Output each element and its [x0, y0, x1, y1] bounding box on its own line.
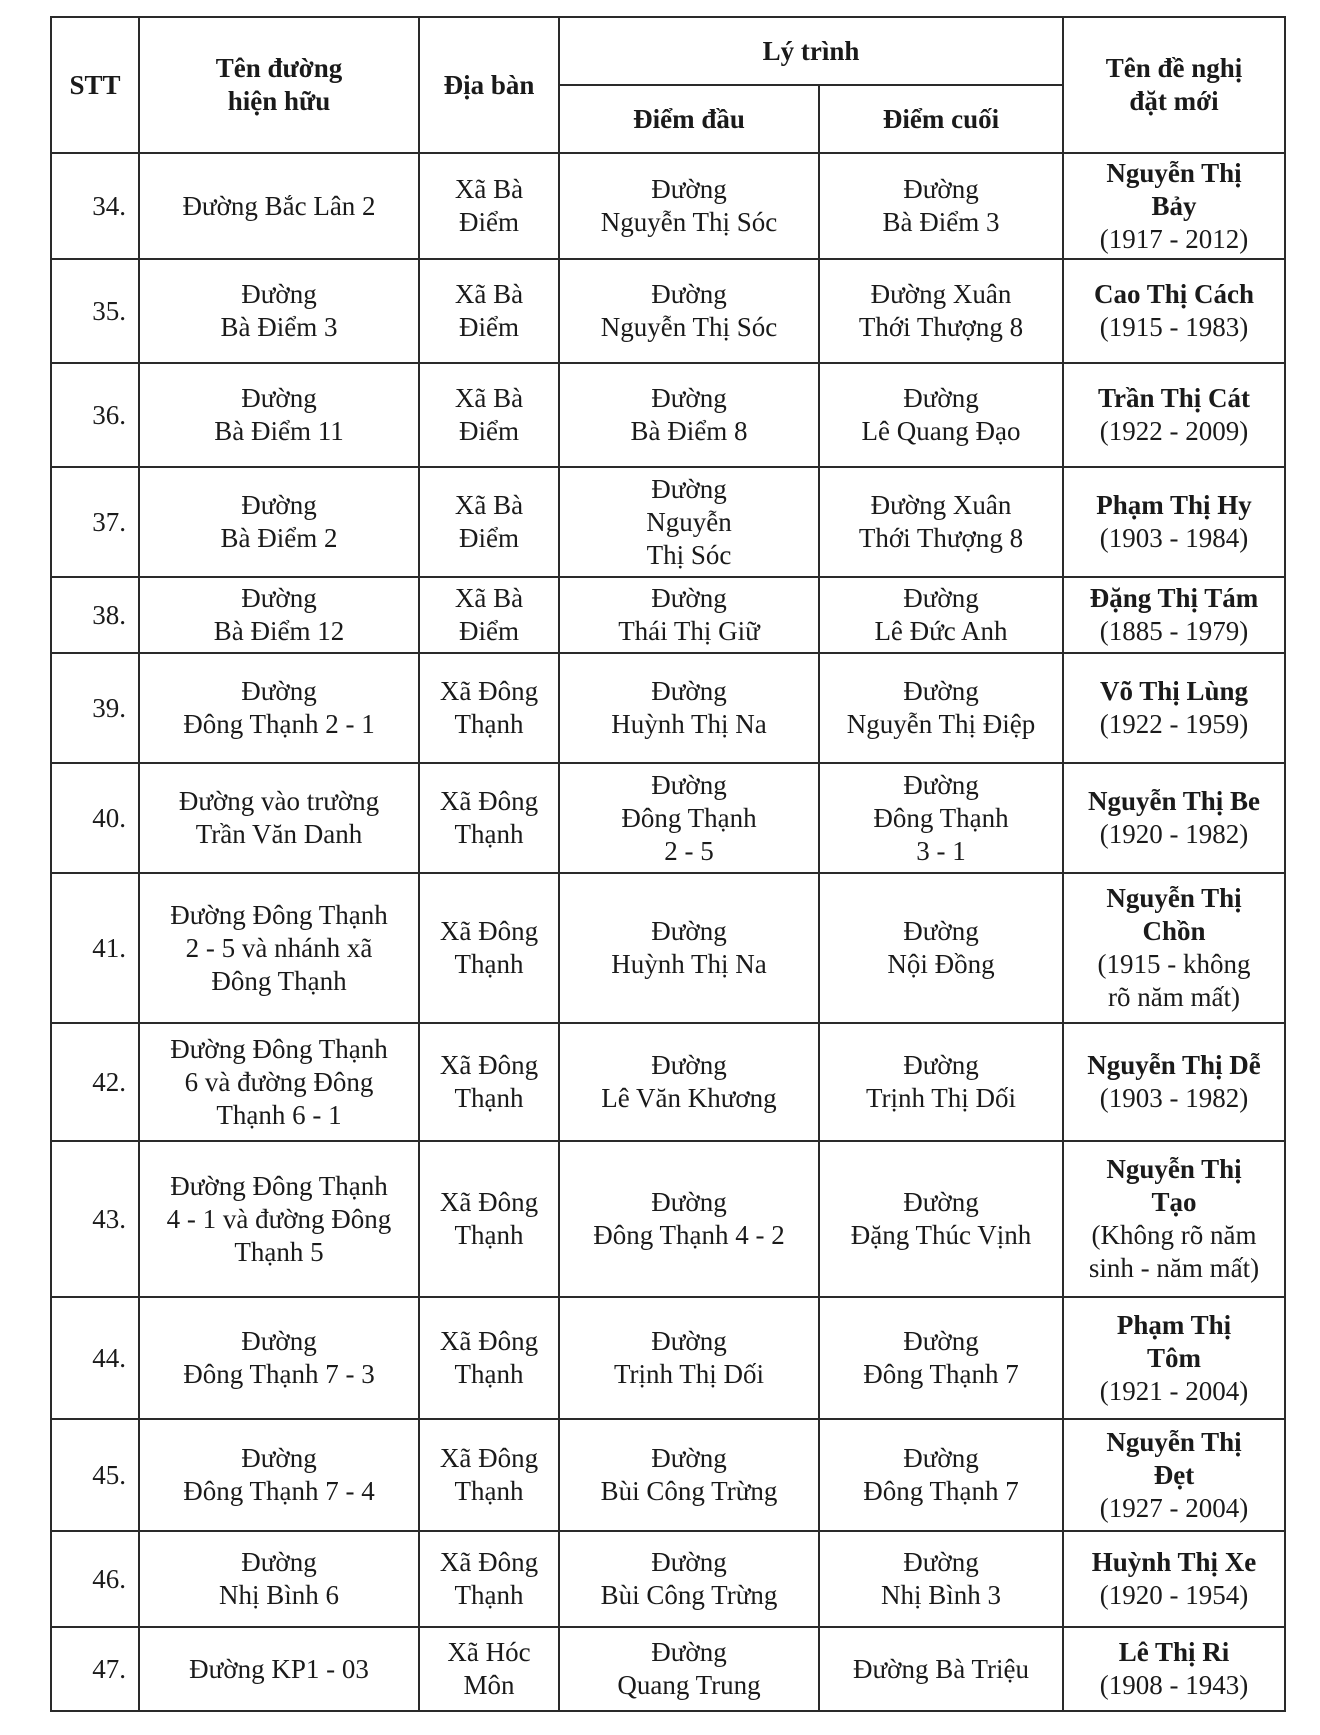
row-area: Xã Đông Thạnh: [419, 1531, 559, 1627]
row-end-point: Đường Bà Triệu: [819, 1627, 1063, 1711]
row-end-point: Đường Lê Quang Đạo: [819, 363, 1063, 467]
proposed-person-name: Cao Thị Cách: [1093, 279, 1255, 309]
row-area: Xã Đông Thạnh: [419, 763, 559, 873]
row-existing-name: Đường Bà Điểm 3: [139, 259, 419, 363]
proposed-person-name: Võ Thị Lùng: [1099, 676, 1249, 706]
proposed-person-name: Nguyễn Thị Be: [1087, 786, 1261, 816]
row-start-point: Đường Bùi Công Trừng: [559, 1419, 819, 1531]
header-end-point: Điểm cuối: [819, 85, 1063, 153]
table-row: [51, 1141, 1285, 1297]
row-start-point: Đường Trịnh Thị Dối: [559, 1297, 819, 1419]
row-stt: 45.: [51, 1419, 139, 1531]
row-end-point: Đường Bà Điểm 3: [819, 153, 1063, 259]
proposed-person-dates: (1921 - 2004): [1099, 1375, 1249, 1406]
proposed-person-name: Phạm Thị Tôm: [1116, 1309, 1232, 1373]
table-row: [51, 153, 1285, 259]
table-row: [51, 363, 1285, 467]
row-end-point: Đường Nhị Bình 3: [819, 1531, 1063, 1627]
row-area: Xã Đông Thạnh: [419, 1141, 559, 1297]
row-start-point: Đường Bà Điểm 8: [559, 363, 819, 467]
row-existing-name: Đường Nhị Bình 6: [139, 1531, 419, 1627]
row-area: Xã Bà Điểm: [419, 363, 559, 467]
proposed-person-dates: (1915 - không rõ năm mất): [1097, 949, 1251, 1012]
row-stt: 46.: [51, 1531, 139, 1627]
row-existing-name: Đường Bà Điểm 2: [139, 467, 419, 577]
row-existing-name: Đường Đông Thạnh 2 - 1: [139, 653, 419, 763]
row-end-point: Đường Lê Đức Anh: [819, 577, 1063, 653]
row-end-point: Đường Trịnh Thị Dối: [819, 1023, 1063, 1141]
table-row: [51, 467, 1285, 577]
row-end-point: Đường Đông Thạnh 7: [819, 1419, 1063, 1531]
row-existing-name: Đường Bắc Lân 2: [139, 153, 419, 259]
row-area: Xã Hóc Môn: [419, 1627, 559, 1711]
proposed-person-dates: (1903 - 1982): [1099, 1083, 1249, 1113]
header-route: Lý trình: [559, 17, 1063, 85]
table-row: [51, 1419, 1285, 1531]
row-area: Xã Đông Thạnh: [419, 1297, 559, 1419]
row-stt: 35.: [51, 259, 139, 363]
row-existing-name: Đường Đông Thạnh 7 - 4: [139, 1419, 419, 1531]
header-stt: STT: [51, 17, 139, 153]
row-area: Xã Đông Thạnh: [419, 1023, 559, 1141]
row-existing-name: Đường Đông Thạnh 7 - 3: [139, 1297, 419, 1419]
proposed-person-dates: (1915 - 1983): [1099, 312, 1249, 342]
row-stt: 44.: [51, 1297, 139, 1419]
row-stt: 37.: [51, 467, 139, 577]
row-start-point: Đường Huỳnh Thị Na: [559, 653, 819, 763]
row-proposed-name: [1063, 1297, 1285, 1419]
proposed-person-name: Nguyễn Thị Tạo: [1106, 1154, 1242, 1217]
row-start-point: Đường Nguyễn Thị Sóc: [559, 153, 819, 259]
proposed-person-name: Phạm Thị Hy: [1096, 490, 1252, 520]
table-row: [51, 1297, 1285, 1419]
proposed-person-name: Huỳnh Thị Xe: [1091, 1547, 1257, 1577]
row-proposed-name: [1063, 1419, 1285, 1531]
table-body: [51, 153, 1285, 1711]
row-stt: 39.: [51, 653, 139, 763]
row-existing-name: Đường vào trường Trần Văn Danh: [139, 763, 419, 873]
row-stt: 42.: [51, 1023, 139, 1141]
header-proposed-name: Tên đề nghị đặt mới: [1063, 17, 1285, 153]
table-row: [51, 1023, 1285, 1141]
row-proposed-name: [1063, 153, 1285, 259]
proposed-person-name: Nguyễn Thị Dễ: [1087, 1050, 1261, 1080]
row-stt: 38.: [51, 577, 139, 653]
proposed-person-name: Đặng Thị Tám: [1089, 583, 1259, 613]
proposed-person-name: Nguyễn Thị Đẹt: [1106, 1426, 1242, 1490]
table-row: [51, 763, 1285, 873]
row-start-point: Đường Nguyễn Thị Sóc: [559, 467, 819, 577]
row-area: Xã Đông Thạnh: [419, 1419, 559, 1531]
row-area: Xã Đông Thạnh: [419, 653, 559, 763]
row-proposed-name: [1063, 259, 1285, 363]
row-start-point: Đường Đông Thạnh 2 - 5: [559, 763, 819, 873]
row-stt: 41.: [51, 873, 139, 1023]
row-area: Xã Bà Điểm: [419, 259, 559, 363]
row-start-point: Đường Huỳnh Thị Na: [559, 873, 819, 1023]
row-start-point: Đường Đông Thạnh 4 - 2: [559, 1141, 819, 1297]
header-row-1: [51, 17, 1285, 85]
row-stt: 34.: [51, 153, 139, 259]
header-area: Địa bàn: [419, 17, 559, 153]
table-row: [51, 1531, 1285, 1627]
row-existing-name: Đường KP1 - 03: [139, 1627, 419, 1711]
row-end-point: Đường Đông Thạnh 7: [819, 1297, 1063, 1419]
row-proposed-name: [1063, 467, 1285, 577]
street-naming-table: [50, 16, 1286, 1712]
row-start-point: Đường Thái Thị Giữ: [559, 577, 819, 653]
proposed-person-dates: (Không rõ năm sinh - năm mất): [1088, 1220, 1260, 1283]
table-row: [51, 259, 1285, 363]
row-end-point: Đường Xuân Thới Thượng 8: [819, 259, 1063, 363]
proposed-person-dates: (1917 - 2012): [1099, 223, 1249, 254]
table-row: [51, 653, 1285, 763]
proposed-person-dates: (1927 - 2004): [1099, 1492, 1249, 1523]
row-area: Xã Bà Điểm: [419, 577, 559, 653]
proposed-person-dates: (1922 - 1959): [1099, 709, 1249, 739]
proposed-person-dates: (1903 - 1984): [1099, 523, 1249, 553]
row-stt: 47.: [51, 1627, 139, 1711]
row-existing-name: Đường Đông Thạnh 2 - 5 và nhánh xã Đông Thạnh: [139, 873, 419, 1023]
table-row: [51, 577, 1285, 653]
row-stt: 43.: [51, 1141, 139, 1297]
row-proposed-name: [1063, 873, 1285, 1023]
row-proposed-name: [1063, 1531, 1285, 1627]
row-end-point: Đường Đông Thạnh 3 - 1: [819, 763, 1063, 873]
proposed-person-name: Nguyễn Thị Chồn: [1106, 883, 1242, 946]
row-proposed-name: [1063, 653, 1285, 763]
proposed-person-dates: (1920 - 1982): [1099, 819, 1249, 849]
row-area: Xã Đông Thạnh: [419, 873, 559, 1023]
proposed-person-dates: (1885 - 1979): [1099, 616, 1249, 646]
row-start-point: Đường Bùi Công Trừng: [559, 1531, 819, 1627]
row-start-point: Đường Nguyễn Thị Sóc: [559, 259, 819, 363]
proposed-person-dates: (1908 - 1943): [1099, 1670, 1249, 1700]
row-end-point: Đường Nguyễn Thị Điệp: [819, 653, 1063, 763]
row-stt: 40.: [51, 763, 139, 873]
row-start-point: Đường Quang Trung: [559, 1627, 819, 1711]
proposed-person-dates: (1920 - 1954): [1099, 1580, 1249, 1610]
row-existing-name: Đường Bà Điểm 11: [139, 363, 419, 467]
row-proposed-name: [1063, 1023, 1285, 1141]
row-start-point: Đường Lê Văn Khương: [559, 1023, 819, 1141]
row-proposed-name: [1063, 577, 1285, 653]
row-proposed-name: [1063, 763, 1285, 873]
proposed-person-name: Lê Thị Ri: [1118, 1637, 1230, 1667]
table-row: [51, 873, 1285, 1023]
row-end-point: Đường Xuân Thới Thượng 8: [819, 467, 1063, 577]
row-proposed-name: [1063, 363, 1285, 467]
row-end-point: Đường Đặng Thúc Vịnh: [819, 1141, 1063, 1297]
table-row: [51, 1627, 1285, 1711]
row-stt: 36.: [51, 363, 139, 467]
row-end-point: Đường Nội Đồng: [819, 873, 1063, 1023]
row-existing-name: Đường Bà Điểm 12: [139, 577, 419, 653]
proposed-person-dates: (1922 - 2009): [1099, 416, 1249, 446]
row-proposed-name: [1063, 1627, 1285, 1711]
row-existing-name: Đường Đông Thạnh 6 và đường Đông Thạnh 6 - 1: [139, 1023, 419, 1141]
proposed-person-name: Nguyễn Thị Bảy: [1106, 157, 1242, 221]
proposed-person-name: Trần Thị Cát: [1097, 383, 1251, 413]
row-area: Xã Bà Điểm: [419, 467, 559, 577]
row-proposed-name: [1063, 1141, 1285, 1297]
header-existing-name: Tên đường hiện hữu: [139, 17, 419, 153]
header-start-point: Điểm đầu: [559, 85, 819, 153]
row-area: Xã Bà Điểm: [419, 153, 559, 259]
row-existing-name: Đường Đông Thạnh 4 - 1 và đường Đông Thạnh 5: [139, 1141, 419, 1297]
